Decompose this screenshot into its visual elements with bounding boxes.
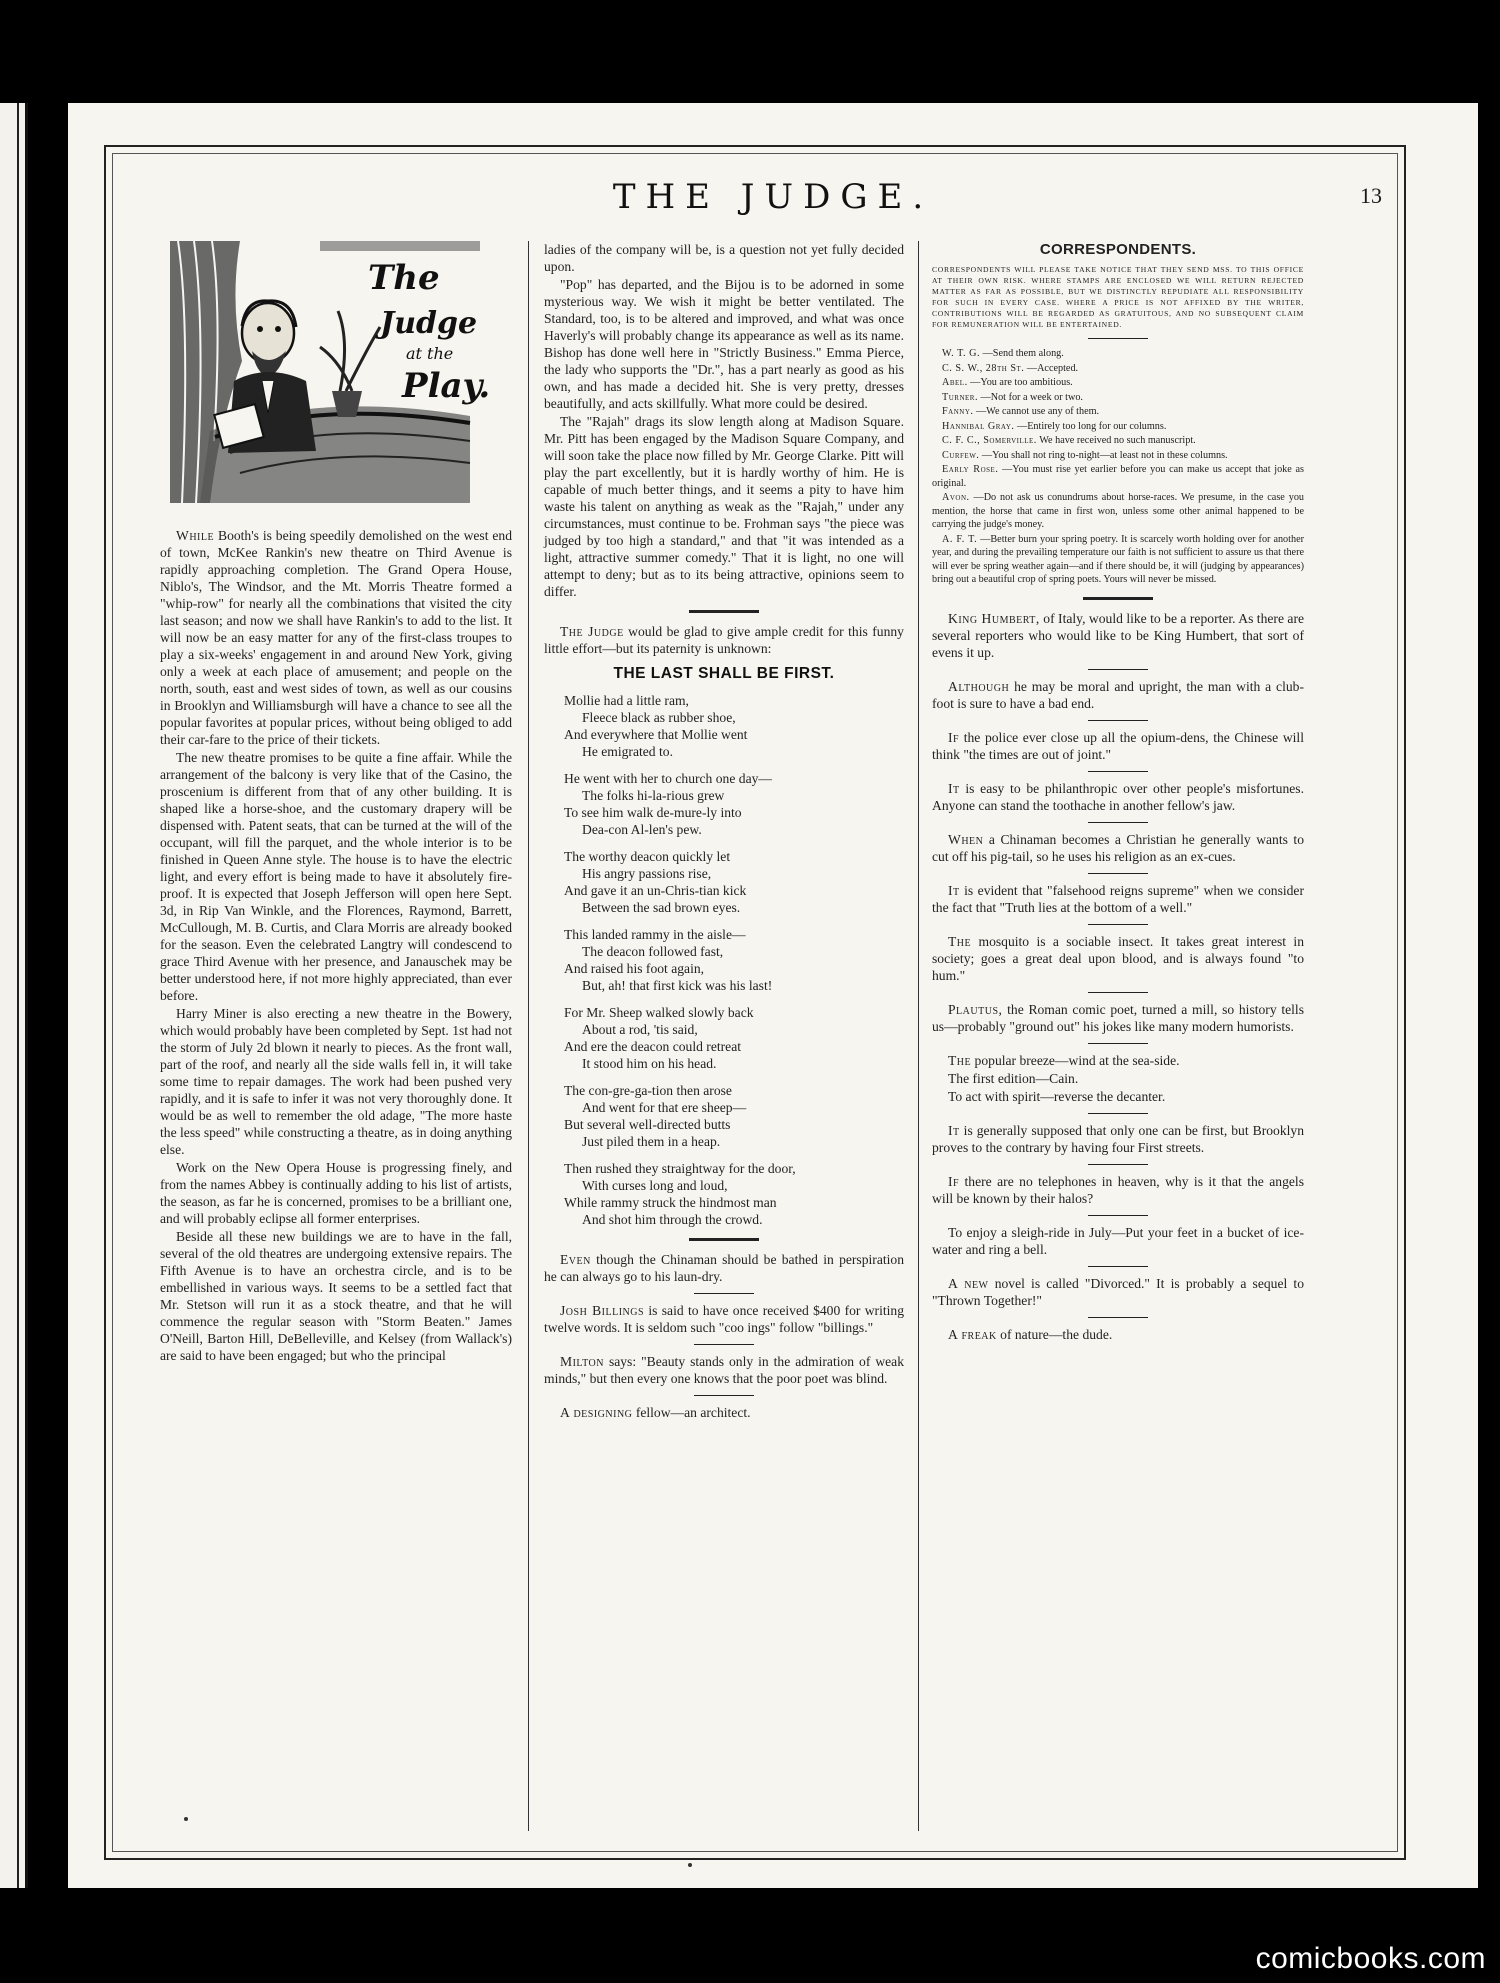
poem-line: And went for that ere sheep— xyxy=(582,1100,747,1115)
squib-line: The first edition—Cain. xyxy=(948,1070,1079,1086)
article-paragraph: Harry Miner is also erecting a new theatre in the Bowery, which would probably have been completed by Sept. 1st had not the storm of July 2d blown it nearly to pieces. As the front wall, part of the roof, and nearly all the side walls fell in, it will take some time to repair damages. The work had been pushed very rapidly, and it is safe to infer it was not very thoroughly done. It would be as well to remember the old adage, "The more haste the less speed" while constructing a theatre, as in doing anything else. xyxy=(160,1006,512,1157)
illustration-title-judge: Judge xyxy=(380,306,478,341)
squib-paragraph: If the police ever close up all the opium-dens, the Chinese will think "the times are out of joint." xyxy=(932,729,1304,762)
section-divider xyxy=(1088,992,1148,993)
section-divider xyxy=(1088,1266,1148,1267)
squib-paragraph: If there are no telephones in heaven, why is it that the angels will be known by their halos? xyxy=(932,1173,1304,1206)
poem-line: His angry passions rise, xyxy=(582,866,712,881)
poem-stanza xyxy=(564,848,904,916)
poem-line: He emigrated to. xyxy=(582,744,673,759)
article-paragraph: ladies of the company will be, is a question not yet fully decided upon. xyxy=(544,242,904,274)
poem-line: About a rod, 'tis said, xyxy=(582,1022,698,1037)
correspondent-reply: Abel. —You are too ambitious. xyxy=(942,377,1073,388)
squib-paragraph: Even though the Chinaman should be bathed in perspiration he can always go to his laun-dry. xyxy=(544,1252,904,1284)
column-rule-2 xyxy=(918,241,919,1831)
poem-stanza xyxy=(564,770,904,838)
poem-line: While rammy struck the hindmost man xyxy=(564,1195,777,1210)
squib-paragraph: The popular breeze—wind at the sea-side. xyxy=(948,1052,1180,1068)
section-divider xyxy=(1088,771,1148,772)
poem-line: Then rushed they straightway for the door, xyxy=(564,1161,796,1176)
section-divider xyxy=(1088,1043,1148,1044)
poem-line: And ere the deacon could retreat xyxy=(564,1039,742,1054)
correspondent-reply: C. F. C., Somerville. We have received no such manuscript. xyxy=(942,435,1196,446)
squib-paragraph: It is generally supposed that only one can be first, but Brooklyn proves to the contrary by having four First streets. xyxy=(932,1122,1304,1155)
poem-stanza xyxy=(564,1160,904,1228)
correspondent-reply: W. T. G. —Send them along. xyxy=(942,348,1064,359)
section-divider xyxy=(689,610,759,613)
correspondent-reply: Early Rose. —You must rise yet earlier before you can make us accept that joke as original. xyxy=(932,464,1304,489)
poem-title: THE LAST SHALL BE FIRST. xyxy=(613,665,835,682)
column-2 xyxy=(544,241,904,1422)
poem-stanza xyxy=(564,1082,904,1150)
correspondent-reply: Turner. —Not for a week or two. xyxy=(942,391,1083,403)
poem-intro: The Judge would be glad to give ample credit for this funny little effort—but its paternity is unknown: xyxy=(544,624,904,656)
correspondents-title: CORRESPONDENTS. xyxy=(1039,241,1197,258)
illustration-title-play: Play. xyxy=(402,366,491,406)
poem-line: The deacon followed fast, xyxy=(582,944,724,959)
column-rule-1 xyxy=(528,241,529,1831)
article-paragraph: While Booth's is being speedily demolished on the west end of town, McKee Rankin's new theatre on Third Avenue is rapidly approaching completion. The Grand Opera House, Niblo's, The Windsor, and the Mt. Morris Theatre formed a "whip-row" for nearly all the combinations that visited the city last season; and now we shall have Rankin's to add to the list. It will now be an easy matter for any of the first-class troupes to play a six-weeks' engagement in and around New York, giving only a week at each place of amusement; and people on the north, south, east and west sides of town, as well as our cousins in Brooklyn and Williamsburgh will have a chance to see all the popular favorites at popular prices, without being obliged to add their car-fare to the price of their tickets. xyxy=(160,528,512,747)
poem-line: With curses long and loud, xyxy=(582,1178,728,1193)
section-divider xyxy=(1088,822,1148,823)
section-divider xyxy=(694,1395,754,1396)
correspondent-reply: Fanny. —We cannot use any of them. xyxy=(942,406,1100,417)
poem-line: Mollie had a little ram, xyxy=(564,693,689,708)
section-divider xyxy=(1088,1113,1148,1114)
poem-line: Just piled them in a heap. xyxy=(582,1134,721,1149)
section-divider xyxy=(1088,1215,1148,1216)
section-divider xyxy=(1083,597,1153,600)
squib-paragraph: It is easy to be philanthropic over other people's misfortunes. Anyone can stand the toothache in another fellow's jaw. xyxy=(932,780,1304,813)
squib-paragraph: To enjoy a sleigh-ride in July—Put your feet in a bucket of ice-water and ring a bell. xyxy=(932,1224,1304,1257)
section-divider xyxy=(1088,720,1148,721)
correspondent-reply: Hannibal Gray. —Entirely too long for our columns. xyxy=(942,420,1167,432)
illustration-title-the: The xyxy=(368,258,440,298)
article-paragraph: Work on the New Opera House is progressing finely, and from the names Abbey is continually adding to his list of artists, the season, as far he is concerned, promises to be a brilliant one, and will probably eclipse all former enterprises. xyxy=(160,1160,512,1226)
poem-line: And shot him through the crowd. xyxy=(582,1212,763,1227)
correspondent-reply: Curfew. —You shall not ring to-night—at least not in these columns. xyxy=(942,449,1228,461)
squib-paragraph: Josh Billings is said to have once received $400 for writing twelve words. It is seldom such "coo ings" follow "billings." xyxy=(544,1303,904,1335)
section-divider xyxy=(1088,873,1148,874)
squib-paragraph: A designing fellow—an architect. xyxy=(560,1405,751,1420)
squib-paragraph: King Humbert, of Italy, would like to be a reporter. As there are several reporters who would like to be King Humbert, that sort of evens it up. xyxy=(932,610,1305,660)
poem-line: It stood him on his head. xyxy=(582,1056,717,1071)
correspondent-reply: A. F. T. —Better burn your spring poetry. It is scarcely worth holding over for another year, and during the prevailing temperature our faith is not sufficient to assure us that there will ever be spring weather again—and if there should be, it will (judging by appearances) bring out a beautiful crop of spring poets. Yours will never be missed. xyxy=(932,533,1304,585)
squib-paragraph: The mosquito is a sociable insect. It takes great interest in society; goes a great deal upon blood, and is always found "to hum." xyxy=(932,933,1304,983)
judge-engraving-icon xyxy=(170,241,491,503)
poem-line: But, ah! that first kick was his last! xyxy=(582,978,773,993)
masthead: THE JUDGE. xyxy=(612,177,934,217)
article-paragraph: Beside all these new buildings we are to have in the fall, several of the old theatres are undergoing extensive repairs. The Fifth Avenue is to have an orchestra circle, and is to be embellished in various ways. It seems to be a settled fact that Mr. Stetson will run it as a stock theatre, and that he will commence the regular season with "Storm Beaten." James O'Neill, Barton Hill, DeBelleville, and Kelsey (from Wallack's) are said to have been engaged; but who the principal xyxy=(160,1229,512,1363)
poem-line: This landed rammy in the aisle— xyxy=(564,927,746,942)
section-divider xyxy=(694,1293,754,1294)
illustration-title-at: at the xyxy=(406,344,454,363)
poem-stanza xyxy=(564,1004,904,1072)
section-divider xyxy=(694,1344,754,1345)
poem-line: But several well-directed butts xyxy=(564,1117,731,1132)
squib-paragraph: A freak of nature—the dude. xyxy=(948,1326,1113,1342)
correspondent-reply: Avon. —Do not ask us conundrums about horse-races. We presume, in the case you mention, the horse that came in first won, unless some other animal happened to be carrying the judge's money. xyxy=(932,492,1305,530)
correspondent-reply: C. S. W., 28th St. —Accepted. xyxy=(942,362,1079,374)
poem-line: And everywhere that Mollie went xyxy=(564,727,748,742)
section-divider xyxy=(1088,669,1148,670)
poem-line: Between the sad brown eyes. xyxy=(582,900,741,915)
squib-paragraph: Although he may be moral and upright, the man with a club-foot is sure to have a bad end. xyxy=(932,678,1304,711)
poem-line: To see him walk de-mure-ly into xyxy=(564,805,742,820)
poem-line: The worthy deacon quickly let xyxy=(564,849,731,864)
poem-stanza xyxy=(564,926,904,994)
correspondents-notice: CORRESPONDENTS WILL PLEASE TAKE NOTICE THAT THEY SEND MSS. TO THIS OFFICE AT THEIR OWN RISK. WHERE STAMPS ARE ENCLOSED WE WILL RETURN REJECTED MATTER AS FAR AS POSSIBLE, BUT WE DISTINCTLY REPUDIATE ALL RESPONSIBILITY FOR SUCH IN EVERY CASE. WHERE A PRICE IS NOT AFFIXED BY THE WRITER, CONTRIBUTIONS WILL BE REGARDED AS GRATUITOUS, AND NO SUBSEQUENT CLAIM FOR REMUNERATION WILL BE ENTERTAINED. xyxy=(932,265,1304,329)
page-number: 13 xyxy=(1360,183,1382,208)
poem-line: The folks hi-la-rious grew xyxy=(582,788,725,803)
poem-line: He went with her to church one day— xyxy=(564,771,772,786)
squib-line: To act with spirit—reverse the decanter. xyxy=(948,1088,1166,1104)
section-divider xyxy=(1088,1164,1148,1165)
squib-paragraph: Milton says: "Beauty stands only in the admiration of weak minds," but then every one knows that the poor poet was blind. xyxy=(544,1354,904,1386)
section-divider xyxy=(689,1238,759,1241)
judge-at-the-play-illustration xyxy=(170,241,491,503)
squib-paragraph: A new novel is called "Divorced." It is probably a sequel to "Thrown Together!" xyxy=(932,1275,1304,1308)
poem-stanza xyxy=(564,692,904,760)
print-speck xyxy=(184,1817,188,1821)
squib-paragraph: It is evident that "falsehood reigns supreme" when we consider the fact that "Truth lies at the bottom of a well." xyxy=(932,882,1304,915)
poem-line: And raised his foot again, xyxy=(564,961,705,976)
poem-line: Fleece black as rubber shoe, xyxy=(582,710,736,725)
article-paragraph: "Pop" has departed, and the Bijou is to be adorned in some mysterious way. We wish it might be better ventilated. The Standard, too, is to be altered and improved, and what was once Haverly's will probably change its appearance as well as its name. Bishop has done well here in "Strictly Business." Emma Pierce, the lady who supports the "Dr.", has a part nearly as good as his own, and has made a decided hit. She is very pretty, dresses beautifully, and acts skillfully. What more could be desired. xyxy=(544,277,904,411)
magazine-page xyxy=(68,103,1478,1888)
adjacent-page-edge xyxy=(0,103,28,1888)
section-divider xyxy=(1088,1317,1148,1318)
squib-paragraph: When a Chinaman becomes a Christian he generally wants to cut off his pig-tail, so he uses his religion as an ex-cues. xyxy=(932,831,1304,864)
squib-paragraph: Plautus, the Roman comic poet, turned a mill, so history tells us—probably "ground out" his jokes like many modern humorists. xyxy=(932,1001,1304,1034)
print-speck xyxy=(688,1863,692,1867)
article-paragraph: The new theatre promises to be quite a fine affair. While the arrangement of the balcony is very like that of the Casino, the proscenium is different from that of any other building. It is shaped like a horse-shoe, and the customary drapery will be dispensed with. Patent seats, that can be turned at the will of the occupant, will fill the parquet, and the whole interior is to be finished in Queen Anne style. The house is to have the electric light, and every effort is being made to have it absolutely fire-proof. It is expected that Joseph Jefferson will open here Sept. 3d, in Rip Van Winkle, and the Florences, Raymond, Barrett, McCullough, M. B. Curtis, and Clara Morris are already booked for the season. Even the celebrated Langtry will condescend to grace Third Avenue with her presence, and Janauschek may be better understood here, if not more highly appreciated, than ever before. xyxy=(160,750,512,1003)
section-divider xyxy=(1088,924,1148,925)
section-divider xyxy=(1088,338,1148,339)
column-1 xyxy=(160,241,512,1365)
article-paragraph: The "Rajah" drags its slow length along at Madison Square. Mr. Pitt has been engaged by the Madison Square Company, and will soon take the place now filled by Mr. George Clarke. Pitt will play the part excellently, but it is hardly worthy of him. He is capable of much better things, and it seems a pity to have him waste his talent on anything as weak as the "Rajah," under any circumstances, must continue to be. Frohman says "the piece was judged by too high a standard," and that "it was intended as a light, attractive summer comedy." That it is light, no one will attempt to deny; but as to its being attractive, opinions seem to differ. xyxy=(544,414,904,599)
column-3 xyxy=(932,241,1304,1344)
poem-line: Dea-con Al-len's pew. xyxy=(582,822,702,837)
poem-line: And gave it an un-Chris-tian kick xyxy=(564,883,747,898)
poem-line: The con-gre-ga-tion then arose xyxy=(564,1083,732,1098)
watermark: comicbooks.com xyxy=(1255,1942,1486,1975)
poem-line: For Mr. Sheep walked slowly back xyxy=(564,1005,754,1020)
